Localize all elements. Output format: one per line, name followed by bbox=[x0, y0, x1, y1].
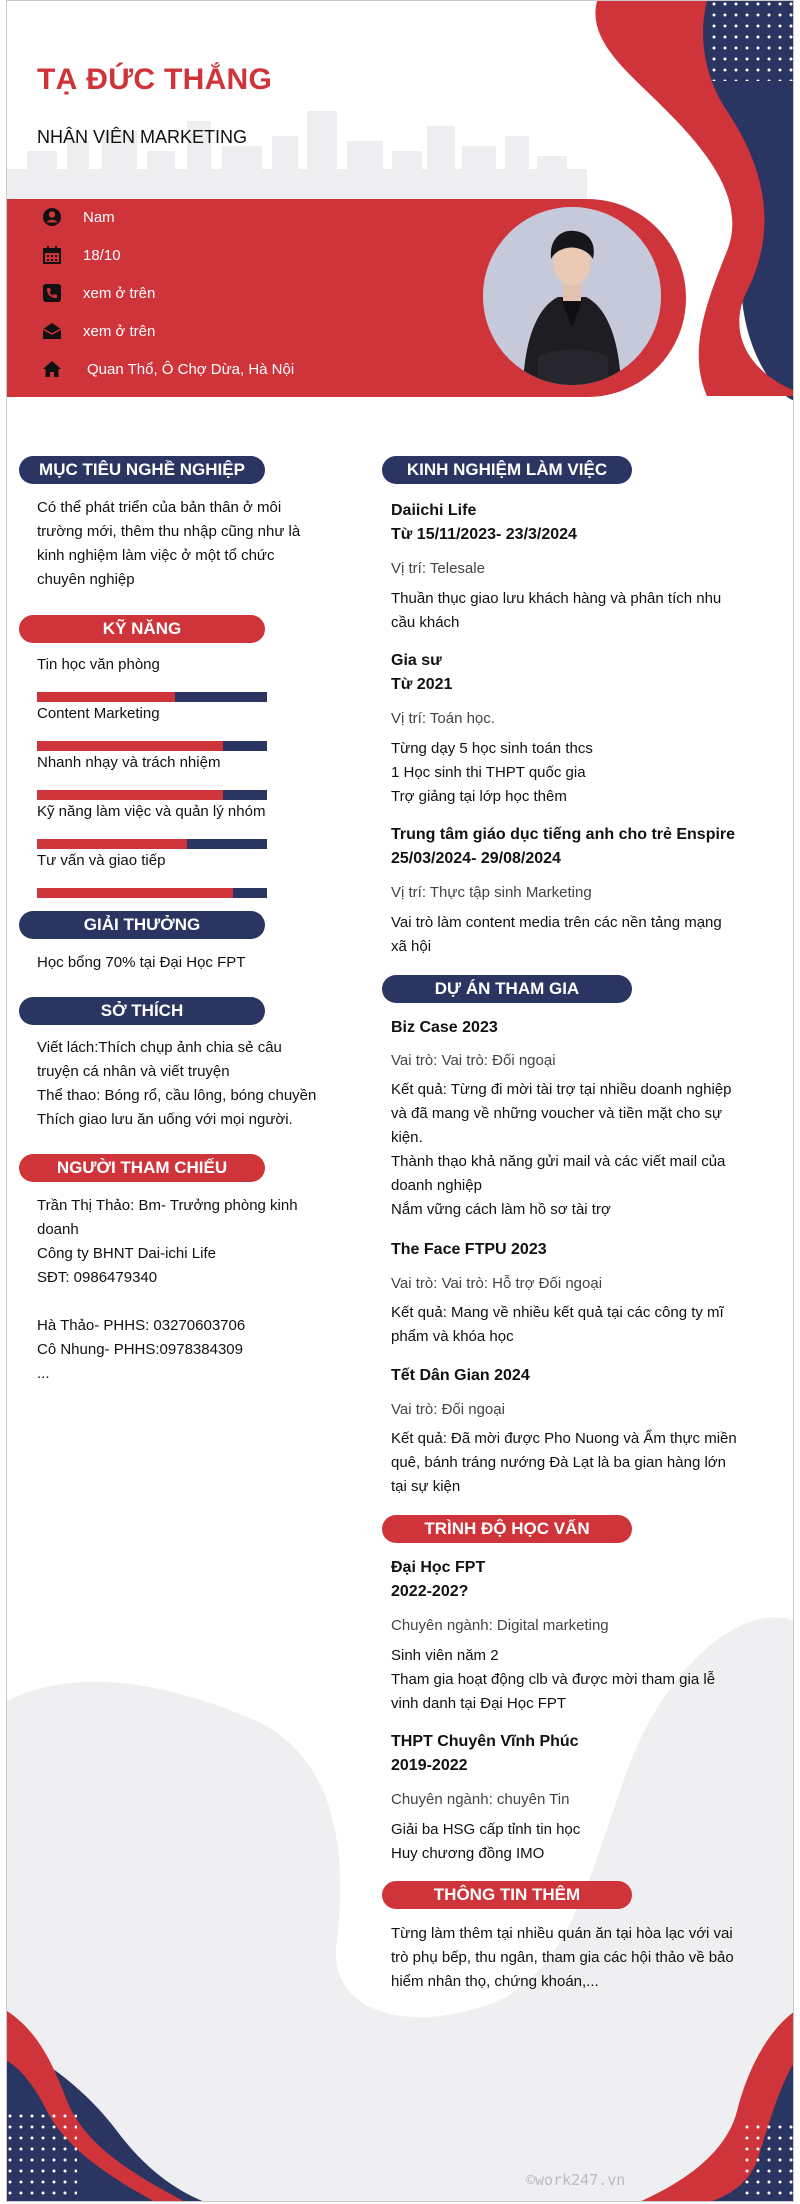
user-icon bbox=[41, 206, 63, 228]
project-description bbox=[391, 1078, 743, 1222]
home-icon bbox=[41, 358, 63, 380]
objective-text bbox=[37, 496, 337, 592]
description-line: kiện. bbox=[391, 1129, 423, 1146]
description-line: Trợ giảng tại lớp học thêm bbox=[391, 788, 567, 805]
section-heading-references: NGƯỜI THAM CHIẾU bbox=[19, 1154, 265, 1182]
description-line: Thành thạo khả năng gửi mail và các viết mail của bbox=[391, 1153, 726, 1170]
experience-period: 25/03/2024- 29/08/2024 bbox=[391, 850, 561, 867]
education-description bbox=[391, 1818, 743, 1866]
reference-line: Công ty BHNT Dai-ichi Life bbox=[37, 1245, 216, 1262]
skill-label: Content Marketing bbox=[37, 705, 160, 722]
education-description bbox=[391, 1644, 743, 1716]
section-heading-experience: KINH NGHIỆM LÀM VIỆC bbox=[382, 456, 632, 484]
experience-period: Từ 15/11/2023- 23/3/2024 bbox=[391, 526, 577, 543]
description-line: Tham gia hoạt động clb và được mời tham gia lễ bbox=[391, 1671, 716, 1688]
reference-line: SĐT: 0986479340 bbox=[37, 1269, 158, 1286]
experience-role: Vị trí: Toán học. bbox=[391, 710, 495, 727]
contact-address bbox=[41, 358, 294, 380]
experience-description bbox=[391, 911, 743, 959]
description-line: tại sự kiện bbox=[391, 1478, 461, 1495]
project-description bbox=[391, 1427, 743, 1499]
candidate-name: TẠ ĐỨC THẮNG bbox=[37, 63, 273, 96]
skill-item bbox=[37, 754, 267, 800]
calendar-icon bbox=[41, 244, 63, 266]
contact-gender bbox=[41, 206, 115, 228]
reference-line bbox=[37, 1290, 337, 1314]
experience-org bbox=[391, 649, 741, 697]
skill-item bbox=[37, 852, 267, 898]
objective-line: Có thể phát triển của bản thân ở môi bbox=[37, 499, 282, 516]
contact-text: Quan Thổ, Ô Chợ Dừa, Hà Nội bbox=[87, 360, 295, 378]
experience-period: Từ 2021 bbox=[391, 676, 453, 693]
skill-bar-fill bbox=[37, 741, 223, 751]
skill-bar bbox=[37, 839, 267, 849]
description-line: Huy chương đồng IMO bbox=[391, 1845, 545, 1862]
reference-line: Cô Nhung- PHHS:0978384309 bbox=[37, 1341, 243, 1358]
description-line: trò phụ bếp, thu ngân, tham gia các hội thảo về bảo bbox=[391, 1949, 734, 1966]
description-line: vinh danh tại Đại Học FPT bbox=[391, 1695, 567, 1712]
description-line: hiểm nhân thọ, chứng khoán,... bbox=[391, 1973, 599, 1990]
reference-line: Trần Thị Thảo: Bm- Trưởng phòng kinh bbox=[37, 1197, 298, 1214]
description-line: Kết quả: Mang về nhiều kết quả tại các công ty mĩ bbox=[391, 1304, 724, 1321]
project-name: The Face FTPU 2023 bbox=[391, 1241, 547, 1258]
skill-bar-fill bbox=[37, 790, 223, 800]
section-heading-education: TRÌNH ĐỘ HỌC VẤN bbox=[382, 1515, 632, 1543]
contact-text: Nam bbox=[83, 208, 115, 226]
watermark: ©work247.vn bbox=[526, 2171, 626, 2189]
school-period: 2022-202? bbox=[391, 1583, 469, 1600]
project-role: Vai trò: Đối ngoại bbox=[391, 1401, 505, 1418]
skill-bar-fill bbox=[37, 839, 187, 849]
skill-bar bbox=[37, 790, 267, 800]
project-description bbox=[391, 1301, 743, 1349]
experience-org-name: Gia sư bbox=[391, 652, 442, 669]
hobby-line: Viết lách:Thích chụp ảnh chia sẻ câu bbox=[37, 1039, 282, 1056]
reference-line: ... bbox=[37, 1365, 50, 1382]
experience-description bbox=[391, 737, 743, 809]
skill-bar-fill bbox=[37, 888, 233, 898]
description-line: doanh nghiệp bbox=[391, 1177, 482, 1194]
contact-text: xem ở trên bbox=[83, 322, 156, 340]
experience-org bbox=[391, 499, 741, 547]
description-line: Sinh viên năm 2 bbox=[391, 1647, 499, 1664]
section-heading-projects: DỰ ÁN THAM GIA bbox=[382, 975, 632, 1003]
contact-email bbox=[41, 320, 155, 342]
skill-label: Tin học văn phòng bbox=[37, 656, 160, 673]
skill-bar bbox=[37, 692, 267, 702]
section-heading-awards: GIẢI THƯỞNG bbox=[19, 911, 265, 939]
description-line: Từng dạy 5 học sinh toán thcs bbox=[391, 740, 593, 757]
education-major: Chuyên ngành: chuyên Tin bbox=[391, 1791, 570, 1808]
references-text bbox=[37, 1194, 337, 1386]
hobby-line: Thể thao: Bóng rổ, cầu lông, bóng chuyền bbox=[37, 1087, 317, 1104]
experience-org bbox=[391, 823, 741, 871]
hobbies-text bbox=[37, 1036, 337, 1132]
description-line: phẩm và khóa học bbox=[391, 1328, 514, 1345]
skill-label: Nhanh nhạy và trách nhiệm bbox=[37, 754, 221, 771]
education-school bbox=[391, 1730, 741, 1778]
contact-text: xem ở trên bbox=[83, 284, 156, 302]
hobby-line: Thích giao lưu ăn uống với mọi người. bbox=[37, 1111, 293, 1128]
skill-bar-fill bbox=[37, 692, 175, 702]
skill-item bbox=[37, 656, 267, 702]
description-line: Kết quả: Đã mời được Pho Nuong và Ẩm thực miền bbox=[391, 1430, 737, 1447]
hobby-line: truyện cá nhân và viết truyện bbox=[37, 1063, 230, 1080]
awards-text bbox=[37, 951, 337, 975]
description-line: Từng làm thêm tại nhiều quán ăn tại hòa lạc với vai bbox=[391, 1925, 733, 1942]
skill-bar bbox=[37, 741, 267, 751]
section-heading-hobbies: SỞ THÍCH bbox=[19, 997, 265, 1025]
education-major: Chuyên ngành: Digital marketing bbox=[391, 1617, 609, 1634]
education-school bbox=[391, 1556, 741, 1604]
avatar bbox=[483, 207, 661, 385]
skill-bar bbox=[37, 888, 267, 898]
section-heading-skills: KỸ NĂNG bbox=[19, 615, 265, 643]
skill-item bbox=[37, 803, 267, 849]
experience-role: Vị trí: Thực tập sinh Marketing bbox=[391, 884, 592, 901]
contact-phone bbox=[41, 282, 155, 304]
contact-text: 18/10 bbox=[83, 246, 121, 264]
description-line: Thuần thục giao lưu khách hàng và phân tích nhu bbox=[391, 590, 722, 607]
objective-line: trường mới, thêm thu nhập cũng như là bbox=[37, 523, 301, 540]
job-title: NHÂN VIÊN MARKETING bbox=[37, 127, 248, 147]
section-heading-extra: THÔNG TIN THÊM bbox=[382, 1881, 632, 1909]
award-line: Học bổng 70% tại Đại Học FPT bbox=[37, 954, 246, 971]
description-line: cầu khách bbox=[391, 614, 460, 631]
experience-org-name: Trung tâm giáo dục tiếng anh cho trẻ Enspire bbox=[391, 826, 736, 843]
project-role: Vai trò: Vai trò: Đối ngoại bbox=[391, 1052, 556, 1069]
project-role: Vai trò: Vai trò: Hỗ trợ Đối ngoại bbox=[391, 1275, 603, 1292]
experience-role: Vị trí: Telesale bbox=[391, 560, 485, 577]
city-skyline bbox=[7, 111, 587, 199]
contact-birthday bbox=[41, 244, 121, 266]
description-line: và đã mang về những voucher và tiền mặt cho sự bbox=[391, 1105, 723, 1122]
school-name: Đại Học FPT bbox=[391, 1559, 486, 1576]
section-heading-objective: MỤC TIÊU NGHỀ NGHIỆP bbox=[19, 456, 265, 484]
description-line: Nắm vững cách làm hồ sơ tài trợ bbox=[391, 1201, 611, 1218]
objective-line: kinh nghiệm làm việc ở một tổ chức bbox=[37, 547, 275, 564]
portrait-photo bbox=[483, 207, 661, 385]
skill-label: Tư vấn và giao tiếp bbox=[37, 852, 166, 869]
envelope-icon bbox=[41, 320, 63, 342]
skill-item bbox=[37, 705, 267, 751]
experience-org-name: Daiichi Life bbox=[391, 502, 477, 519]
objective-line: chuyên nghiệp bbox=[37, 571, 135, 588]
skill-label: Kỹ năng làm việc và quản lý nhóm bbox=[37, 803, 266, 820]
project-name: Tết Dân Gian 2024 bbox=[391, 1367, 530, 1384]
description-line: Giải ba HSG cấp tỉnh tin học bbox=[391, 1821, 581, 1838]
description-line: quê, bánh tráng nướng Đà Lạt là ba gian hàng lớn bbox=[391, 1454, 726, 1471]
description-line: Kết quả: Từng đi mời tài trợ tại nhiều doanh nghiệp bbox=[391, 1081, 732, 1098]
reference-line: Hà Thảo- PHHS: 03270603706 bbox=[37, 1317, 246, 1334]
cv-page bbox=[6, 0, 794, 2202]
description-line: xã hội bbox=[391, 938, 432, 955]
extra-info bbox=[391, 1922, 743, 1994]
description-line: 1 Học sinh thi THPT quốc gia bbox=[391, 764, 586, 781]
phone-icon bbox=[41, 282, 63, 304]
school-name: THPT Chuyên Vĩnh Phúc bbox=[391, 1733, 579, 1750]
description-line: Vai trò làm content media trên các nền tảng mạng bbox=[391, 914, 722, 931]
reference-line: doanh bbox=[37, 1221, 79, 1238]
experience-description bbox=[391, 587, 743, 635]
school-period: 2019-2022 bbox=[391, 1757, 468, 1774]
project-name: Biz Case 2023 bbox=[391, 1019, 498, 1036]
